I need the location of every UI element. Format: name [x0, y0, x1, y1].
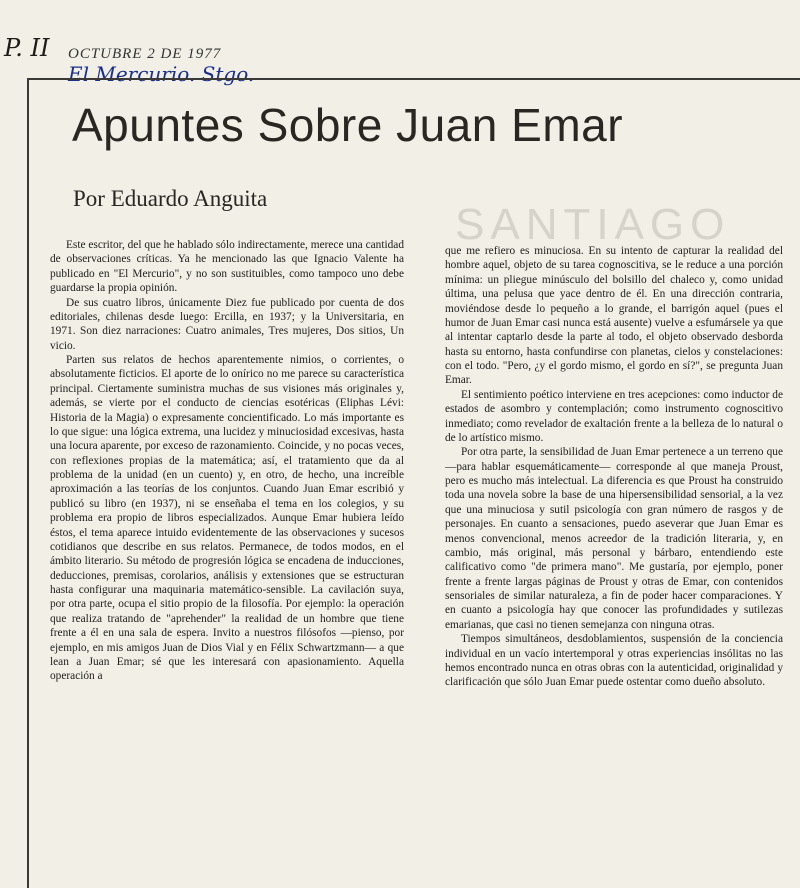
show-through-text: SANTIAGO: [455, 200, 731, 249]
top-border-rule: [27, 78, 800, 80]
article-column-right: [445, 244, 783, 884]
article-column-left: [50, 238, 404, 878]
left-border-rule: [27, 78, 29, 888]
clipping-header: [0, 30, 800, 86]
paragraph: que me refiero es minuciosa. En su intento de capturar la realidad del hombre aquel, objeto de su tarea cognoscitiva, se le reduce a una porción mínima: un pliegue minúsculo del bolsillo del chaleco y, como unidad última, una pelusa que yace dentro de él. En una dirección contraria, moviéndose desde lo pequeño a lo grande, el barrigón aquel (pues el humor de Juan Emar casi nunca está ausente) vuelve a esfumársele ya que al intentar captarlo desde la parte al todo, el objeto observado desborda hasta su entorno, hasta confundirse con planetas, cielos y constelaciones: con el todo. "Pero, ¿y el gordo mismo, el gordo en sí?", se pregunta Juan Emar.: [445, 245, 783, 387]
paragraph: Tiempos simultáneos, desdoblamientos, suspensión de la conciencia individual en un vacío intertemporal y otras experiencias insólitas no las hemos encontrado nunca en otras obras con la autenticidad, originalidad y clarificación que sólo Juan Emar puede ostentar como dueño absoluto.: [445, 633, 783, 689]
page-mark: P. II: [4, 34, 50, 62]
paragraph: El sentimiento poético interviene en tres acepciones: como inductor de estados de asombro y contemplación; como instrumento cognoscitivo inmediato; como revelador de exaltación frente a la belleza de lo natural o de lo artístico mismo.: [445, 388, 783, 444]
paragraph: Parten sus relatos de hechos aparentemente nimios, o corrientes, o absolutamente ficticios. El aporte de lo onírico no me parece su característica principal. Ciertamente suministra muchas de sus visiones más originales y, además, se vierte por el conducto de ciencias esotéricas (Eliphas Lévi: Historia de la Magia) o expresamente concientificado. Lo más importante es lo que sigue: una lógica extrema, una lucidez y minuciosidad excesivas, hasta una locura aparente, por exceso de razonamiento. Coincide, y no pocas veces, con reflexiones propias de la matemática; así, el tratamiento que da al problema de la unidad (en un cuento) y, en otro, de hecho, una increíble aproximación a las teorías de los conjuntos. Cuando Juan Emar escribió y publicó su libro (en 1937), ni se enseñaba el tema en los colegios, y su problema era propio de libros especializados. Aunque Emar hubiera leído éstos, el tema aparece intuido evidentemente de las observaciones y sucesos cotidianos que describe en sus relatos. Permanece, de todos modos, en el ámbito literario. Su método de progresión lógica se encadena de inducciones, deducciones, premisas, corolarios, análisis y extensiones que se estructuran hasta configurar una maquinaria matemático-sensible. La cavilación suya, por otra parte, ocupa el sitio propio de la filosofía. Por ejemplo: la operación que realiza tratando de "aprehender" la realidad de un hombre que tiene frente a él en una sala de espera. Invito a nuestros filósofos —pienso, por ejemplo, en mis amigos Juan de Dios Vial y en Félix Schwartzmann— a que lean a Juan Emar; sé que les interesará con apasionamiento. Aquella operación a: [50, 354, 404, 683]
paragraph: Este escritor, del que he hablado sólo indirectamente, merece una cantidad de observaciones críticas. Ya he mencionado las que Ignacio Valente ha publicado en "El Mercurio", y no son sustituibles, como tampoco uno debe guardarse la propia opinión.: [50, 239, 404, 295]
paragraph: Por otra parte, la sensibilidad de Juan Emar pertenece a un terreno que —para hablar esquemáticamente— corresponde al que maneja Proust, pero es mucho más intelectual. La diferencia es que Proust ha construido toda una novela sobre la base de una hipersensibilidad sensorial, a la vez que una minuciosa y sutil psicología con gran número de rasgos y de personajes. En cuanto a sensaciones, puedo aseverar que Juan Emar es menos convencional, menos acreedor de la tradición literaria, y, en cambio, más original, más personal y bárbaro, entendiendo este calificativo como "de primera mano". Me gustaría, por ejemplo, poner frente a frente largas páginas de Proust y otras de Emar, con contenidos sensoriales de similar naturaleza, a fin de poder hacer comparaciones. Y en cuanto a psicología hay que conocer las profundidades y sutilezas emarianas, que casi no tienen semejanza con ninguna otras.: [445, 446, 783, 631]
article-byline: Por Eduardo Anguita: [73, 186, 268, 211]
paragraph: De sus cuatro libros, únicamente Diez fue publicado por cuenta de dos editoriales, chilenas desde luego: Ercilla, en 1937; y la Universitaria, en 1971. Son diez narraciones: Cuatro animales, Tres mujeres, Dos sitios, Un vicio.: [50, 296, 404, 352]
handwritten-source-note: El Mercurio. Stgo.: [68, 62, 255, 86]
article-title: Apuntes Sobre Juan Emar: [72, 99, 624, 151]
date-line: OCTUBRE 2 DE 1977: [68, 46, 222, 62]
